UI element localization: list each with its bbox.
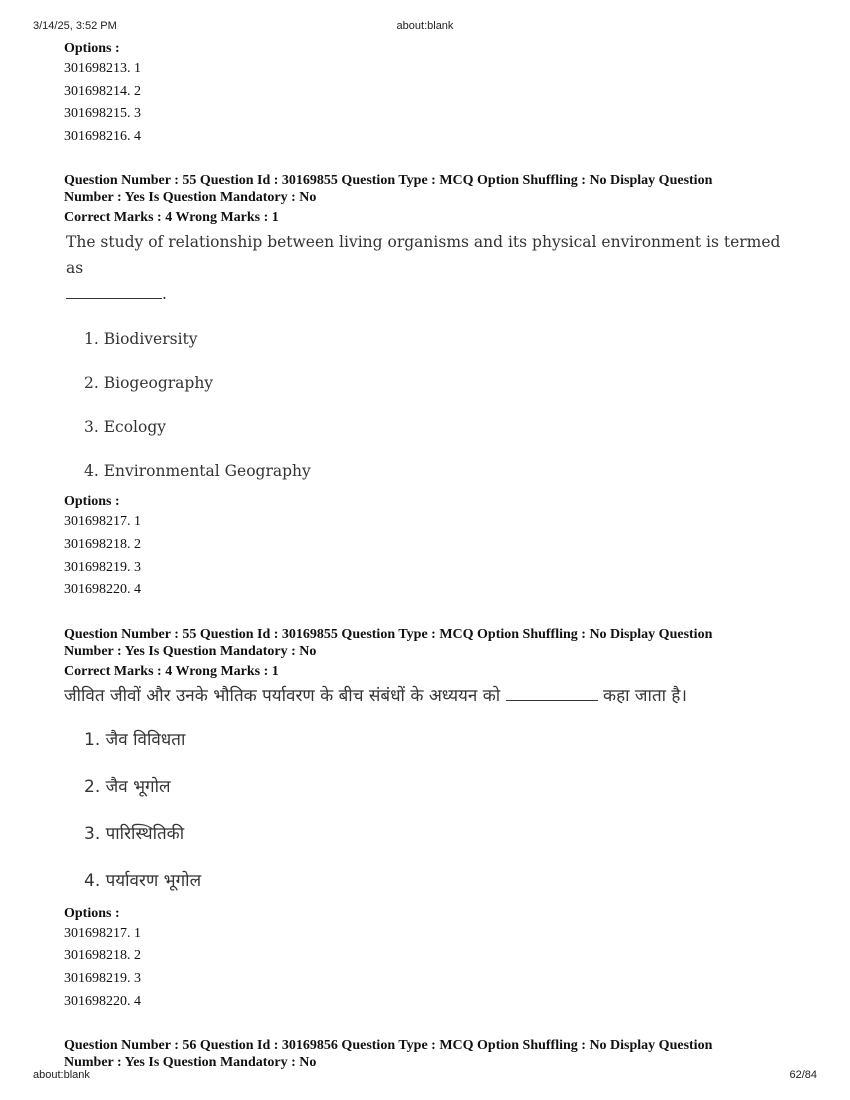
question-text: [64, 681, 794, 711]
print-datetime: 3/14/25, 3:52 PM: [33, 20, 117, 32]
option-id: 301698213. 1: [64, 61, 141, 76]
options-block: [64, 493, 794, 601]
question-text-end: .: [162, 285, 167, 304]
answer-choice: 4. पर्यावरण भूगोल: [84, 870, 202, 891]
question-meta-line2: Number : Yes Is Question Mandatory : No: [64, 643, 317, 659]
question-55-english: [64, 172, 794, 601]
question-marks: Correct Marks : 4 Wrong Marks : 1: [64, 663, 279, 679]
options-block-prev: [64, 40, 794, 148]
question-text: [66, 229, 794, 307]
page-number: 62/84: [789, 1069, 817, 1081]
option-id: 301698217. 1: [64, 925, 141, 941]
question-text-main: The study of relationship between living organisms and its physical environment is termed as: [66, 233, 781, 278]
question-meta-line1: Question Number : 56 Question Id : 30169856 Question Type : MCQ Option Shuffling : No Display Question: [64, 1038, 713, 1054]
option-id: 301698220. 4: [64, 582, 141, 598]
question-text-main: जीवित जीवों और उनके भौतिक पर्यावरण के बीच संबंधों के अध्ययन को: [64, 685, 501, 706]
answer-blank: [66, 282, 162, 299]
answer-choice: 1. Biodiversity: [84, 330, 198, 349]
option-id: 301698219. 3: [64, 970, 141, 986]
print-header: [0, 20, 850, 34]
options-block: [64, 905, 794, 1013]
question-meta-line2: Number : Yes Is Question Mandatory : No: [64, 1055, 317, 1071]
answer-choice: 2. जैव भूगोल: [84, 776, 171, 797]
question-marks: Correct Marks : 4 Wrong Marks : 1: [64, 210, 279, 226]
option-id: 301698214. 2: [64, 83, 141, 99]
options-label: Options :: [64, 494, 120, 510]
answer-choice: 3. Ecology: [84, 418, 167, 437]
option-id: 301698218. 2: [64, 948, 141, 964]
question-meta: [64, 626, 794, 660]
option-id: 301698217. 1: [64, 514, 141, 530]
question-55-hindi: [64, 626, 794, 1013]
option-id: 301698215. 3: [64, 106, 141, 122]
print-footer: [0, 1069, 850, 1083]
option-id: 301698220. 4: [64, 993, 141, 1009]
answer-choice: 2. Biogeography: [84, 374, 214, 393]
option-id: 301698216. 4: [64, 128, 141, 144]
option-id: 301698218. 2: [64, 536, 141, 552]
footer-url: about:blank: [33, 1069, 90, 1081]
option-id: 301698219. 3: [64, 559, 141, 575]
question-text-end: कहा जाता है।: [603, 685, 687, 706]
answer-choice: 1. जैव विविधता: [84, 729, 186, 750]
options-label: Options :: [64, 41, 120, 56]
question-56: [64, 1037, 794, 1071]
answer-choice: 4. Environmental Geography: [84, 462, 311, 481]
question-meta-line1: Question Number : 55 Question Id : 30169855 Question Type : MCQ Option Shuffling : No Display Question: [64, 173, 713, 189]
question-meta: [64, 172, 794, 206]
page-content: [64, 40, 794, 1074]
print-url: about:blank: [396, 20, 454, 32]
question-meta-line2: Number : Yes Is Question Mandatory : No: [64, 190, 317, 206]
options-label: Options :: [64, 905, 120, 921]
question-meta-line1: Question Number : 55 Question Id : 30169855 Question Type : MCQ Option Shuffling : No Display Question: [64, 626, 713, 642]
question-meta: [64, 1037, 794, 1071]
answer-blank: [506, 682, 598, 701]
answer-choice: 3. पारिस्थितिकी: [84, 823, 185, 844]
